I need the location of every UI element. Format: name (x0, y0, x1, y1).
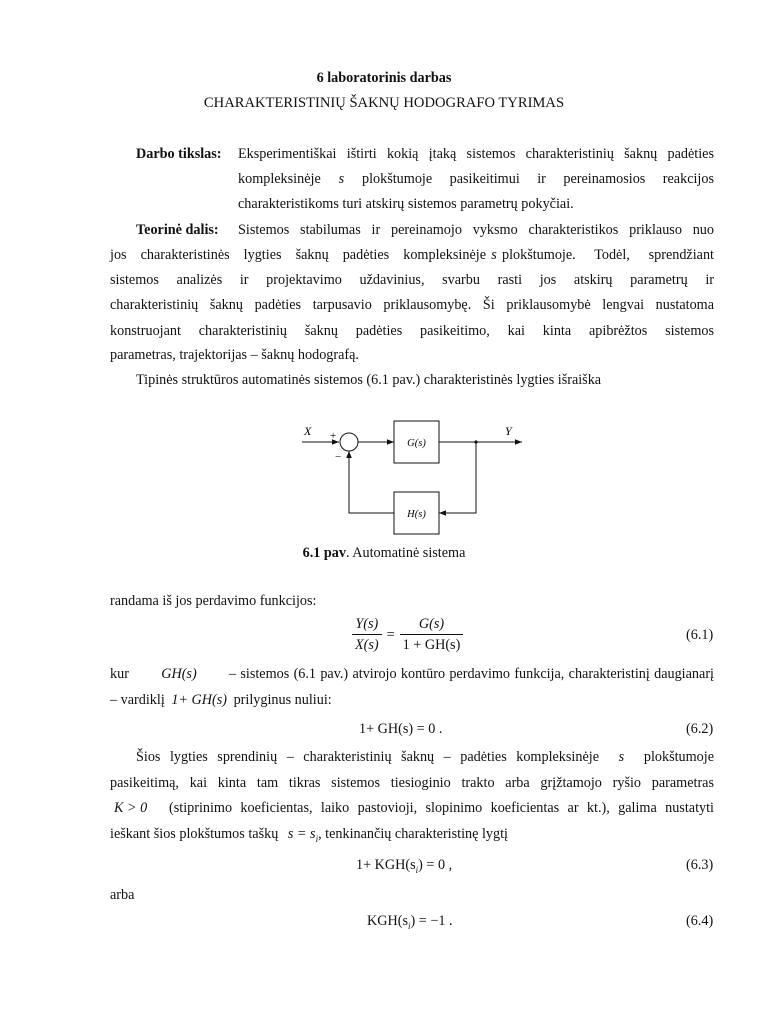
paragraph-3-line-2: pasikeitimą, kai kinta tam tikras sistemos tiesioginio trakto arba grįžtamojo ryšio parametras (110, 775, 714, 791)
output-label: Y (505, 424, 512, 438)
goal-line-2s: s (338, 171, 345, 187)
eq3-post: ) = 0 , (418, 857, 453, 873)
eq4-post: ) = −1 . (410, 913, 453, 929)
theory-line-7: Tipinės struktūros automatinės sistemos (6.1 pav.) charakteristinės lygties išraiška (136, 372, 602, 388)
goal-line-2 (238, 172, 714, 186)
paragraph-4: arba (110, 887, 135, 903)
plus-sign: + (330, 430, 337, 442)
paragraph-2-line-2 (110, 693, 332, 707)
forward-block-label: G(s) (407, 438, 426, 449)
eq3-number: (6.3) (686, 857, 714, 873)
figure-caption-number: 6.1 pav (302, 545, 346, 561)
theory-line-2 (110, 248, 714, 262)
p3-l3b: (stiprinimo koeficientas, laiko pastovioji, slopinimo koeficientas ar kt.), galima nustatyti (169, 800, 714, 816)
theory-line-2a: jos charakteristinės lygties šaknų padėties kompleksinėje (110, 247, 486, 263)
input-label: X (304, 424, 312, 438)
p2-l1m: GH(s) (161, 666, 197, 682)
goal-line-1: Eksperimentiškai ištirti kokią įtaką sistemos charakteristinių šaknų padėties (238, 146, 714, 162)
theory-line-4: charakteristinių šaknų padėties tarpusavio priklausomybę. Ši priklausomybė lengvai nustatoma (110, 297, 714, 313)
eq3-sub: i (415, 864, 419, 875)
eq4-number: (6.4) (686, 913, 714, 929)
p2-l1a: kur (110, 666, 129, 682)
goal-line-3: charakteristikoms turi atskirų sistemos parametrų pokyčiai. (238, 196, 574, 212)
block-diagram (290, 415, 530, 535)
minus-sign: − (335, 451, 342, 463)
paragraph-3-line-4 (110, 827, 508, 844)
p3-l1b: plokštumoje (643, 749, 714, 765)
paragraph-3-line-1 (136, 750, 714, 764)
p3-l4m: s = s (287, 826, 316, 842)
p3-l4a: ieškant šios plokštumos taškų (110, 826, 279, 842)
equation-6-2: 1+ GH(s) = 0 . (359, 721, 443, 737)
eq1-den-right: 1 + GH(s) (400, 634, 464, 652)
theory-line-6: parametras, trajektorijas – šaknų hodografą. (110, 347, 359, 363)
eq1-num-right: G(s) (418, 616, 445, 632)
paragraph-3-line-3 (114, 801, 714, 815)
figure-caption-text: . Automatinė sistema (345, 545, 466, 561)
goal-line-2b: plokštumoje pasikeitimui ir pereinamosios reakcijos (362, 171, 714, 187)
eq1-equals: = (386, 626, 395, 643)
p2-l2b: prilyginus nuliui: (233, 692, 332, 708)
eq4-sub: i (407, 920, 411, 931)
feedback-path-left (349, 451, 394, 513)
paragraph-1: randama iš jos perdavimo funkcijos: (110, 593, 317, 609)
p2-l2m: 1+ GH(s) (171, 692, 228, 708)
eq3-pre: 1+ KGH(s (356, 857, 416, 873)
theory-line-2s: s (491, 247, 497, 263)
equation-6-1 (352, 617, 463, 652)
summing-junction (340, 433, 358, 451)
p3-l4sub: i (315, 833, 319, 844)
eq1-den-left: X(s) (352, 634, 382, 652)
theory-line-3: sistemos analizės ir projektavimo uždavinius, svarbu rasti jos atskirų parametrų ir (110, 272, 714, 288)
page-title: CHARAKTERISTINIŲ ŠAKNŲ HODOGRAFO TYRIMAS (203, 95, 565, 111)
equation-6-3 (356, 858, 452, 875)
paragraph-2-line-1 (110, 667, 714, 681)
p3-l1a: Šios lygties sprendinių – charakteristinių šaknų – padėties kompleksinėje (136, 749, 599, 765)
eq1-number: (6.1) (686, 627, 714, 643)
theory-line-1: Sistemos stabilumas ir pereinamojo vyksmo charakteristikos priklauso nuo (238, 222, 714, 238)
equation-6-4 (367, 914, 453, 931)
eq2-number: (6.2) (686, 721, 714, 737)
goal-line-2a: kompleksinėje (238, 171, 321, 187)
theory-line-5: konstruojant charakteristinių šaknų padėties pasikeitimo, kai kinta apibrėžtos sistemos (110, 323, 714, 339)
p3-l1s: s (618, 749, 625, 765)
feedback-block-label: H(s) (407, 509, 426, 520)
goal-label: Darbo tikslas: (136, 146, 222, 162)
p2-l1b: – sistemos (6.1 pav.) atvirojo kontūro perdavimo funkcija, charakteristinį daugianarį (228, 666, 714, 682)
theory-label: Teorinė dalis: (136, 222, 219, 238)
p3-l4b: , tenkinančių charakteristinę lygtį (318, 826, 508, 842)
theory-line-2b: plokštumoje. Todėl, sprendžiant (502, 247, 714, 263)
p2-l2a: – vardiklį (110, 692, 165, 708)
eq1-num-left: Y(s) (355, 616, 379, 632)
eq4-pre: KGH(s (367, 913, 408, 929)
p3-l3m: K > 0 (114, 800, 148, 816)
feedback-path-right (439, 442, 476, 513)
lab-number: 6 laboratorinis darbas (316, 70, 452, 86)
figure-caption (0, 546, 768, 560)
